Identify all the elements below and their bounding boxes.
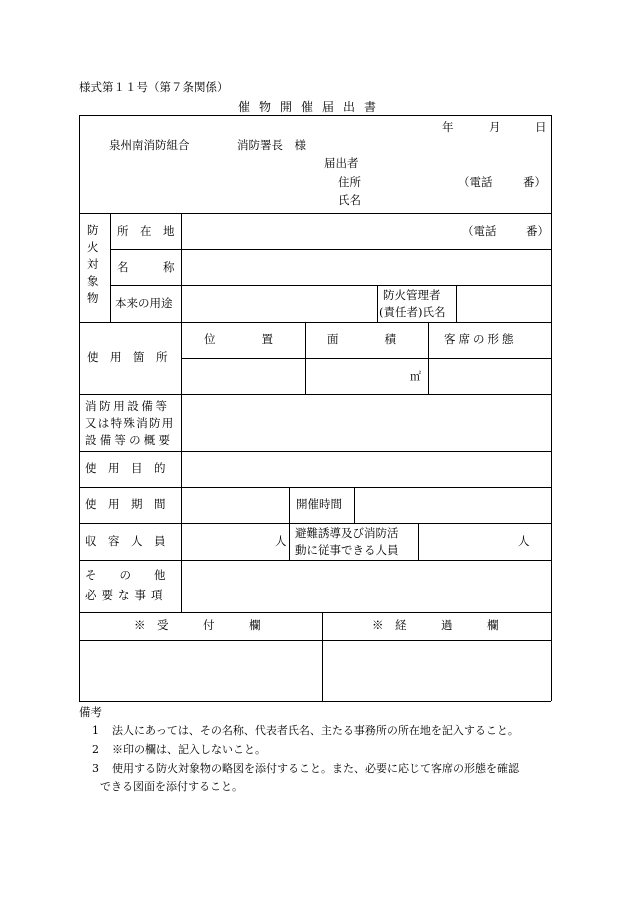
- progress-header: ※ 経 過 欄: [372, 618, 499, 632]
- table-line: [110, 213, 111, 322]
- table-line: [456, 285, 457, 322]
- area-unit: ㎡: [410, 370, 421, 383]
- name-label: 氏名: [338, 193, 361, 207]
- table-line: [79, 322, 551, 323]
- table-line: [181, 358, 551, 359]
- form-number: 様式第１１号（第７条関係）: [79, 80, 229, 94]
- note-2-text: ※印の欄は、記入しないこと。: [112, 743, 266, 756]
- other-label-2: 必要な事項: [85, 588, 168, 602]
- table-line: [79, 213, 551, 214]
- table-line: [79, 640, 551, 641]
- notes-heading: 備考: [79, 705, 102, 719]
- addressee-title: 消防署長 様: [237, 138, 306, 152]
- evac-unit: 人: [518, 534, 530, 548]
- seating-header: 客席の形態: [444, 332, 517, 346]
- table-line: [79, 612, 551, 613]
- day-label: 日: [535, 120, 547, 134]
- capacity-unit: 人: [275, 534, 287, 548]
- table-line: [551, 115, 552, 701]
- equipment-label-1: 消防用設備等: [85, 399, 170, 413]
- equipment-label-3: 設備等の概要: [85, 433, 174, 447]
- table-line: [418, 523, 419, 560]
- note-1-text: 法人にあっては、その名称、代表者氏名、主たる事務所の所在地を記入すること。: [112, 724, 519, 737]
- applicant-label: 届出者: [324, 156, 359, 170]
- usage-place-label: 使 用 箇 所: [87, 350, 168, 364]
- usage-label: 本来の用途: [115, 296, 173, 310]
- capacity-label: 収 容 人 員: [85, 534, 166, 548]
- table-line: [305, 322, 306, 394]
- evac-label-1: 避難誘導及び消防活: [295, 526, 399, 540]
- table-line: [79, 560, 551, 561]
- facility-phone-close: 番）: [526, 224, 549, 238]
- table-line: [322, 612, 323, 701]
- equipment-label-2: 又は特殊消防用: [85, 416, 175, 430]
- table-line: [428, 322, 429, 394]
- phone-open: （電話: [458, 175, 493, 189]
- table-line: [354, 487, 355, 523]
- month-label: 月: [489, 120, 501, 134]
- facility-name-label: 名 称: [117, 260, 175, 274]
- table-line: [79, 451, 551, 452]
- manager-label-1: 防火管理者: [383, 288, 441, 302]
- purpose-label: 使 用 目 的: [85, 461, 166, 475]
- position-header: 位 置: [204, 332, 273, 346]
- addressee-org: 泉州南消防組合: [109, 138, 190, 152]
- area-header: 面 積: [327, 332, 396, 346]
- table-line: [289, 487, 290, 560]
- note-3-text-cont: できる図面を添付すること。: [100, 780, 243, 793]
- period-label: 使 用 期 間: [85, 497, 166, 511]
- other-label-1: そ の 他: [85, 568, 166, 582]
- evac-label-2: 動に従事できる人員: [295, 543, 399, 557]
- form-title: 催物開催届出書: [238, 100, 386, 114]
- location-label: 所 在 地: [117, 224, 175, 238]
- table-line: [79, 115, 551, 116]
- facility-phone-open: （電話: [462, 224, 497, 238]
- table-line: [79, 523, 551, 524]
- table-line: [377, 285, 378, 322]
- table-line: [79, 487, 551, 488]
- note-1-num: 1: [92, 724, 99, 737]
- note-3-text: 使用する防火対象物の略図を添付すること。また、必要に応じて客席の形態を確認: [112, 762, 519, 775]
- table-line: [181, 213, 182, 612]
- table-line: [79, 701, 551, 702]
- table-line: [79, 394, 551, 395]
- note-3-num: 3: [92, 762, 99, 775]
- manager-label-2: (責任者)氏名: [379, 305, 446, 319]
- table-line: [110, 249, 551, 250]
- table-line: [79, 115, 80, 701]
- table-line: [110, 285, 551, 286]
- phone-close: 番）: [523, 175, 546, 189]
- address-label: 住所: [338, 175, 361, 189]
- reception-header: ※ 受 付 欄: [134, 618, 261, 632]
- note-2-num: 2: [92, 743, 99, 756]
- hours-label: 開催時間: [296, 497, 342, 511]
- year-label: 年: [442, 120, 454, 134]
